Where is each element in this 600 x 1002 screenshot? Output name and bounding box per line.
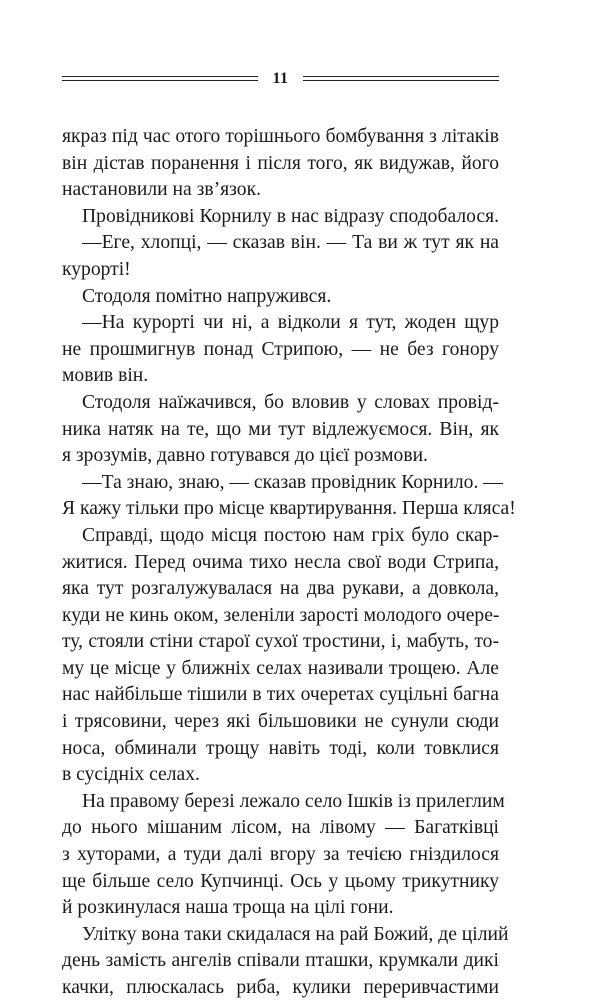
text-line: житися. Перед очима тихо несла свої води Стрипа, [62, 551, 499, 573]
text-line: до нього мішаним лісом, на лівому — Багатківці [62, 817, 499, 839]
text-line: ника натяк на те, що ми тут відлежуємося. Він, як [62, 418, 499, 440]
text-line: і трясовини, через які більшовики не сунули сюди [62, 711, 499, 733]
page-header [62, 70, 499, 94]
page-number: 11 [272, 70, 289, 87]
text-line: —Еге, хлопці, — сказав він. — Та ви ж тут як на [82, 232, 499, 254]
text-line: Стодоля помітно напружився. [82, 285, 332, 307]
text-line: куди не кинь оком, зеленіли зарості молодого очере- [62, 604, 500, 626]
text-line: курорті! [62, 258, 131, 280]
text-line: —Та знаю, знаю, — сказав провідник Корнило. — [82, 471, 503, 493]
body-text [62, 124, 516, 1002]
text-line: ту, стояли стіни старої сухої тростини, і, мабуть, то- [62, 631, 499, 653]
text-line: ще більше село Купчинці. Ось у цьому трикутнику [62, 870, 499, 892]
text-line: Я кажу тільки про місце квартирування. Перша кляса! [62, 498, 516, 520]
text-line: нас найбільше тішили в тих очеретах суцільні багна [62, 684, 499, 706]
text-line: яка тут розгалужувалася на два рукави, а довкола, [62, 578, 499, 600]
text-line: Улітку вона таки скидалася на рай Божий, де цілий [82, 923, 509, 945]
text-line: Провідникові Корнилу в нас відразу сподобалося. [82, 205, 499, 227]
text-line: мовив він. [62, 365, 149, 387]
text-line: носа, обминали трощу навіть тоді, коли товклися [62, 737, 499, 759]
text-line: й розкинулася наша троща на цілі гони. [62, 897, 394, 919]
text-line: він дістав поранення і після того, як видужав, його [62, 152, 499, 174]
text-line: му це місце у ближніх селах називали трощею. Але [62, 657, 499, 679]
text-line: якраз під час отого торішнього бомбування з літаків [62, 126, 499, 147]
text-line: з хуторами, а туди далі вгору за течією гніздилося [62, 844, 499, 866]
text-line: На правому березі лежало село Ішків із прилеглим [82, 790, 505, 812]
text-line: Справді, щодо місця постою нам гріх було скар- [82, 524, 499, 546]
header-rule-right [303, 76, 499, 81]
header-rule-left [62, 76, 258, 81]
text-line: Стодоля наїжачився, бо вловив у словах провід- [82, 391, 499, 413]
text-line: я зрозумів, давно готувався до цієї розмови. [62, 445, 428, 467]
text-line: настановили на зв’язок. [62, 179, 262, 201]
text-line: качки, плюскалась риба, кулики переривчастими [62, 977, 499, 998]
text-line: —На курорті чи ні, а відколи я тут, жоден щур [82, 312, 499, 334]
text-line: не прошмигнув понад Стрипою, — не без гонору [62, 338, 499, 360]
text-line: в сусідніх селах. [62, 764, 200, 786]
text-line: день замість ангелів співали пташки, крумкали дикі [62, 950, 499, 972]
